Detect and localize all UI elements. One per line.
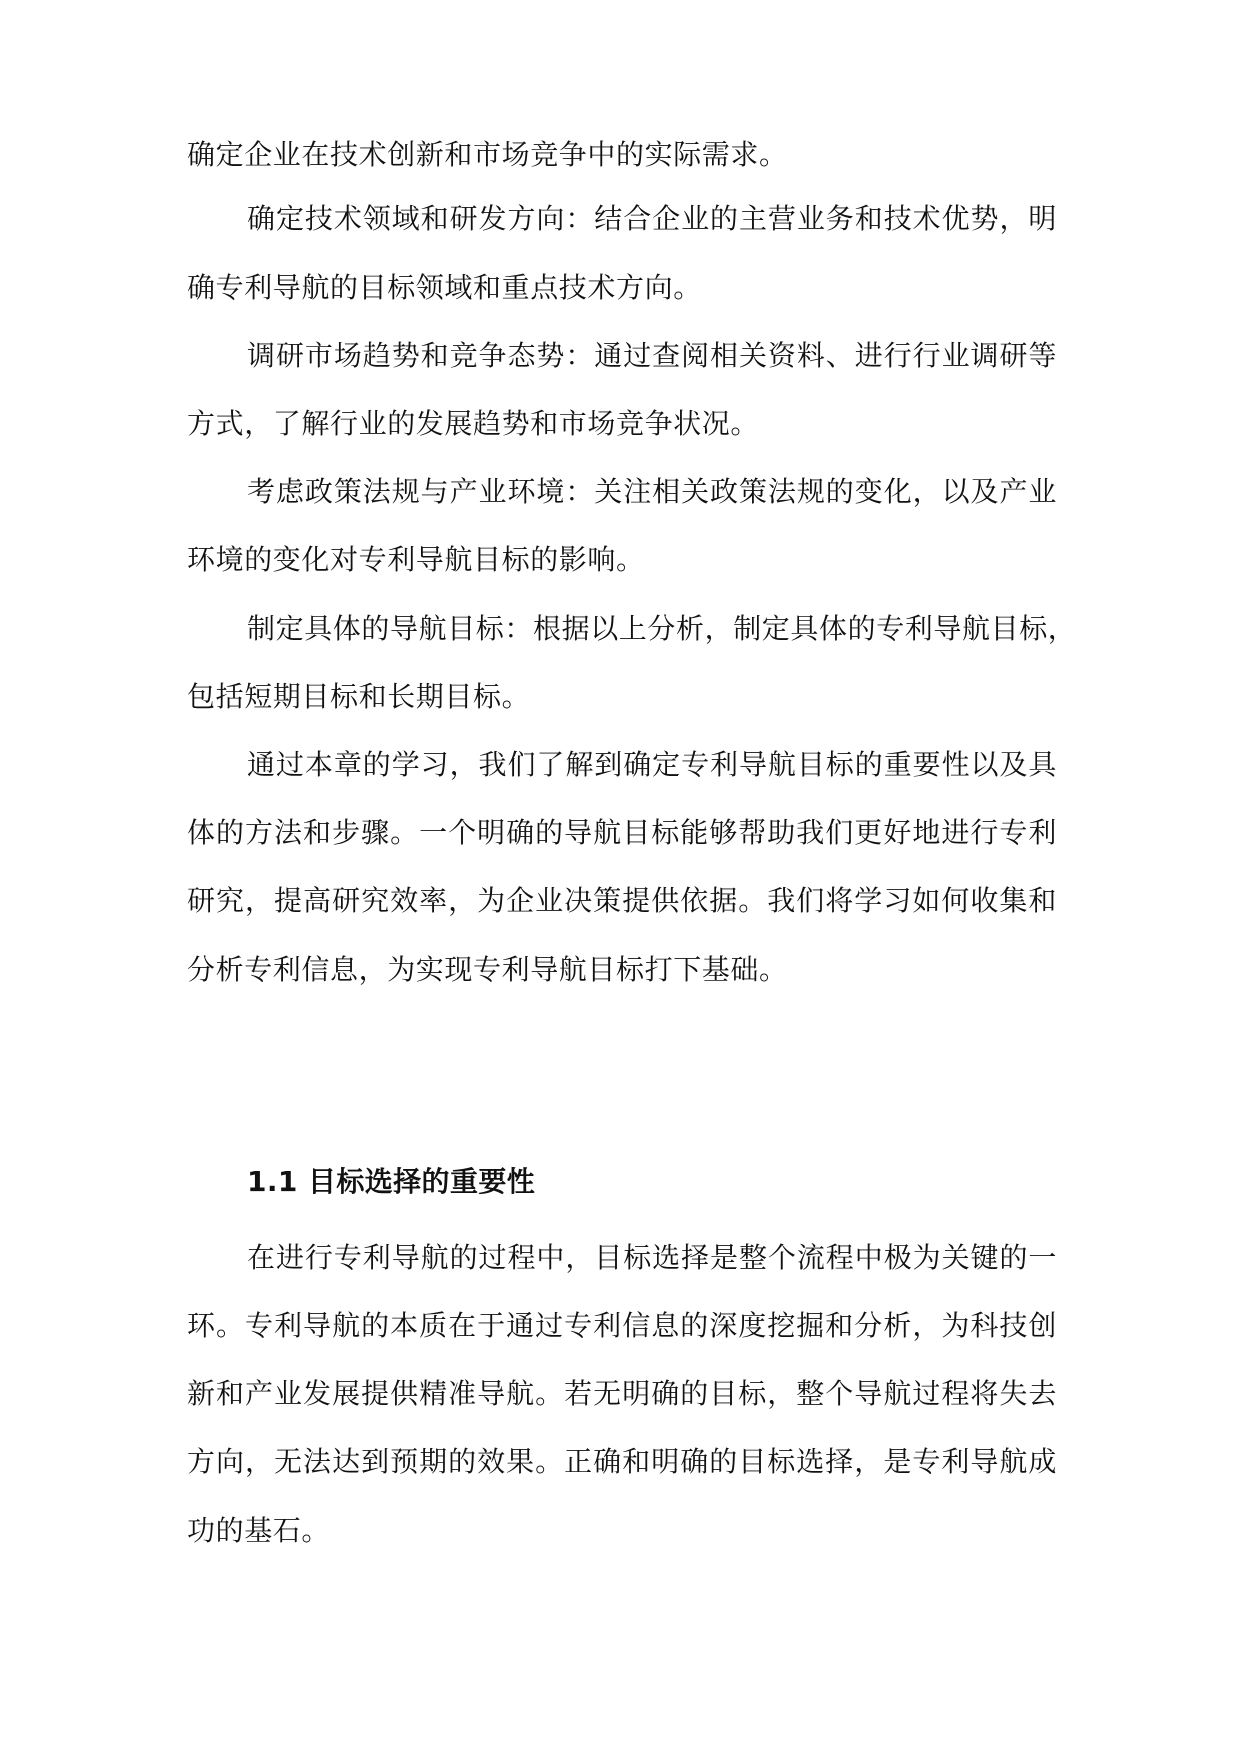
paragraph-line: 研究，提高研究效率，为企业决策提供依据。我们将学习如何收集和 [187,884,1057,917]
paragraph-line: 在进行专利导航的过程中，目标选择是整个流程中极为关键的一 [247,1241,1057,1274]
paragraph-line: 环境的变化对专利导航目标的影响。 [187,543,645,576]
paragraph-line: 功的基石。 [187,1514,331,1547]
paragraph-line: 新和产业发展提供精准导航。若无明确的目标，整个导航过程将失去 [187,1377,1057,1410]
paragraph-line: 环。专利导航的本质在于通过专利信息的深度挖掘和分析，为科技创 [187,1309,1057,1342]
paragraph-line: 确定技术领域和研发方向：结合企业的主营业务和技术优势，明 [247,202,1057,235]
paragraph-line: 通过本章的学习，我们了解到确定专利导航目标的重要性以及具 [247,748,1057,781]
section-heading: 1.1 目标选择的重要性 [247,1165,536,1198]
paragraph-line: 分析专利信息，为实现专利导航目标打下基础。 [187,953,788,986]
paragraph-line: 考虑政策法规与产业环境：关注相关政策法规的变化，以及产业 [247,475,1057,508]
paragraph-line: 确专利导航的目标领域和重点技术方向。 [187,271,702,304]
paragraph-line: 包括短期目标和长期目标。 [187,680,531,713]
paragraph-line: 制定具体的导航目标：根据以上分析，制定具体的专利导航目标， [247,612,1077,645]
paragraph-line: 确定企业在技术创新和市场竞争中的实际需求。 [187,138,788,171]
paragraph-line: 调研市场趋势和竞争态势：通过查阅相关资料、进行行业调研等 [247,339,1057,372]
paragraph-line: 方式，了解行业的发展趋势和市场竞争状况。 [187,407,760,440]
paragraph-line: 方向，无法达到预期的效果。正确和明确的目标选择，是专利导航成 [187,1445,1057,1478]
paragraph-line: 体的方法和步骤。一个明确的导航目标能够帮助我们更好地进行专利 [187,816,1057,849]
